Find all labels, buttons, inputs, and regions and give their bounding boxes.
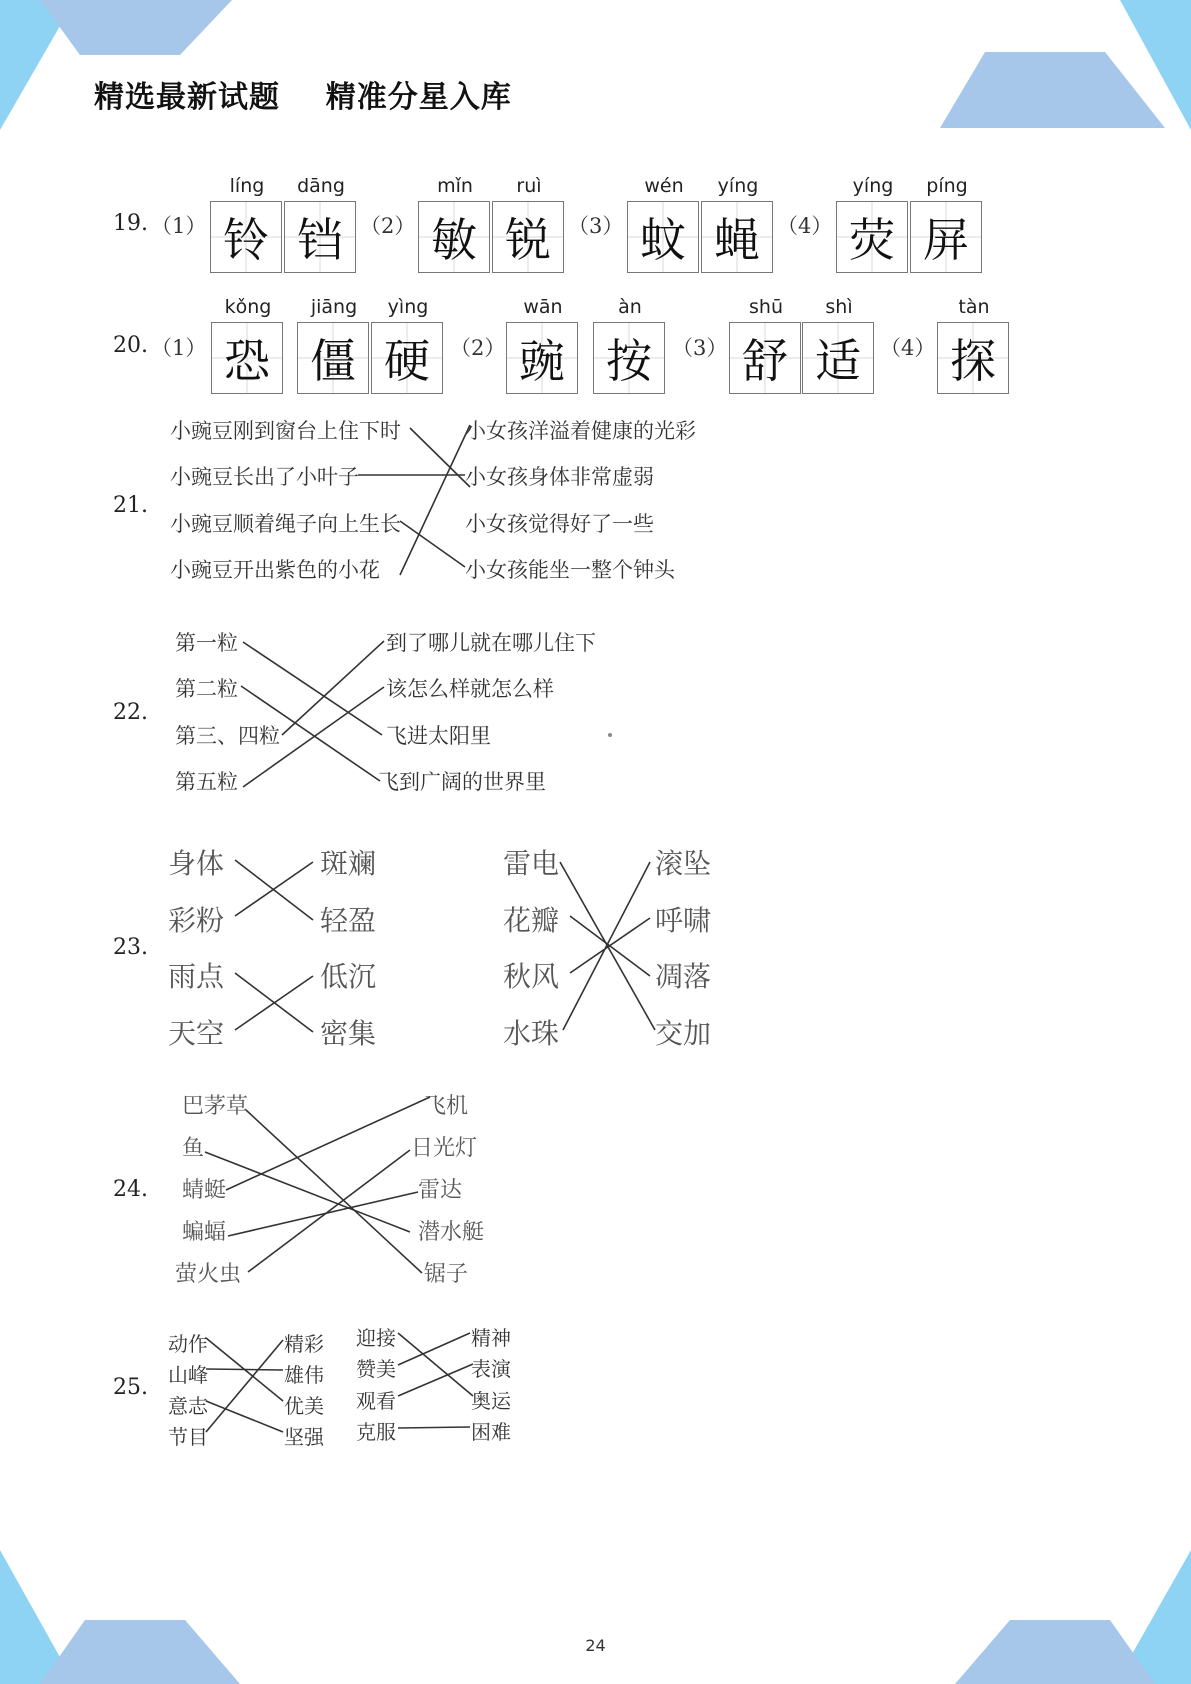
q19-char-box <box>627 201 699 273</box>
q19-pinyin: yíng <box>852 175 894 197</box>
q21-right-item: 小女孩能坐一整个钟头 <box>465 558 675 582</box>
q19-part-4-label: （4） <box>777 214 833 238</box>
q24-connector-line <box>205 1152 410 1232</box>
q21-left-item: 小豌豆刚到窗台上住下时 <box>170 419 401 443</box>
q19-pinyin: líng <box>229 175 265 197</box>
q21-connector-line <box>410 428 470 487</box>
q25-connector-line <box>206 1340 283 1432</box>
q24-right-item: 锯子 <box>424 1262 469 1287</box>
q19-char-box <box>210 201 282 273</box>
question-number-20: 20. <box>113 333 148 358</box>
q23-a-right-item: 轻盈 <box>320 904 377 937</box>
q19-char: 蝇 <box>714 213 760 267</box>
q25-connector-line <box>206 1369 283 1370</box>
q21-left-item: 小豌豆长出了小叶子 <box>170 465 359 489</box>
q24-connector-line <box>228 1192 418 1236</box>
q25-connector-line <box>206 1338 283 1401</box>
q23-connector-line <box>235 973 313 1032</box>
q23-b-left-item: 水珠 <box>503 1017 560 1050</box>
q23-b-left-item: 花瓣 <box>503 904 560 937</box>
q25-a-left-item: 山峰 <box>168 1363 208 1387</box>
q19-pinyin: dāng <box>297 175 345 197</box>
q25-connector-line <box>206 1401 283 1432</box>
q20-part-4-label: （4） <box>880 336 936 360</box>
q19-pinyin: ruì <box>516 175 542 197</box>
q20-pinyin: kǒng <box>224 296 272 318</box>
q20-part-2-label: （2） <box>450 336 506 360</box>
q20-char: 恐 <box>224 334 270 388</box>
stray-dot <box>608 733 612 737</box>
q25-a-right-item: 优美 <box>284 1394 324 1418</box>
q19-char: 锐 <box>505 213 551 267</box>
q23-b-right-item: 呼啸 <box>655 904 712 937</box>
q19-char: 蚊 <box>640 213 686 267</box>
q19-part-2-label: （2） <box>360 214 416 238</box>
q23-connector-line <box>560 862 655 1030</box>
q23-connector-line <box>570 918 650 973</box>
q19-char-box <box>492 201 564 273</box>
q23-connector-line <box>235 976 313 1030</box>
q19-pinyin: mǐn <box>437 175 473 197</box>
q25-a-right-item: 精彩 <box>284 1332 324 1356</box>
q24-right-item: 潜水艇 <box>418 1220 485 1245</box>
q23-connector-line <box>235 860 313 920</box>
q25-connector-line <box>398 1333 470 1365</box>
q24-right-item: 日光灯 <box>411 1136 478 1161</box>
q20-char: 硬 <box>384 334 430 388</box>
q20-part-3-label: （3） <box>672 336 728 360</box>
q20-part-1-label: （1） <box>151 336 207 360</box>
q20-pinyin: yìng <box>387 296 429 318</box>
q25-b-left-item: 迎接 <box>356 1326 396 1350</box>
question-number-24: 24. <box>113 1177 148 1202</box>
q23-b-right-item: 滚坠 <box>655 847 712 880</box>
q19-char: 敏 <box>431 213 477 267</box>
q24-left-item: 巴茅草 <box>182 1094 249 1119</box>
q21-right-item: 小女孩洋溢着健康的光彩 <box>465 419 696 443</box>
q19-char-box <box>836 201 908 273</box>
q20-char-box <box>593 322 665 394</box>
q24-left-item: 萤火虫 <box>175 1262 242 1287</box>
q23-connector-line <box>570 916 650 976</box>
q20-char-box <box>506 322 578 394</box>
q22-right-item: 到了哪儿就在哪儿住下 <box>386 631 596 655</box>
q25-b-right-item: 表演 <box>471 1357 511 1381</box>
q20-char: 按 <box>606 334 652 388</box>
q20-char-box <box>802 322 874 394</box>
page-header-title: 精选最新试题 精准分星入库 <box>94 80 512 115</box>
question-number-23: 23. <box>113 935 148 960</box>
q23-a-right-item: 斑斓 <box>320 847 377 880</box>
q19-pinyin: wén <box>644 175 684 197</box>
q23-a-right-item: 密集 <box>320 1017 377 1050</box>
q23-a-left-item: 雨点 <box>168 960 225 993</box>
q22-left-item: 第二粒 <box>175 677 238 701</box>
q19-char: 铃 <box>223 213 269 267</box>
q22-connector-line <box>282 641 384 735</box>
q25-connector-line <box>398 1364 473 1396</box>
q23-a-right-item: 低沉 <box>320 960 377 993</box>
q19-char: 荧 <box>849 213 895 267</box>
q25-b-right-item: 精神 <box>471 1326 511 1350</box>
q25-a-left-item: 节目 <box>168 1425 208 1449</box>
q19-part-3-label: （3） <box>568 214 624 238</box>
q19-char-box <box>701 201 773 273</box>
question-number-22: 22. <box>113 700 148 725</box>
q19-char: 铛 <box>297 213 343 267</box>
q21-left-item: 小豌豆顺着绳子向上生长 <box>170 512 401 536</box>
q20-char: 探 <box>950 334 996 388</box>
q20-char: 僵 <box>310 334 356 388</box>
q25-a-left-item: 意志 <box>168 1394 208 1418</box>
q21-right-item: 小女孩觉得好了一些 <box>465 512 654 536</box>
q22-right-item: 飞到广阔的世界里 <box>378 770 546 794</box>
q20-pinyin: àn <box>618 296 642 318</box>
q20-char-box <box>729 322 801 394</box>
q23-a-left-item: 天空 <box>168 1017 225 1050</box>
q25-a-right-item: 坚强 <box>284 1425 324 1449</box>
q21-connector-line <box>400 425 470 575</box>
q19-char-box <box>418 201 490 273</box>
q24-connector-line <box>248 1150 410 1272</box>
q19-part-1-label: （1） <box>151 214 207 238</box>
q20-char-box <box>371 322 443 394</box>
page-number: 24 <box>585 1636 606 1655</box>
q24-right-item: 雷达 <box>418 1178 463 1203</box>
q19-char-box <box>284 201 356 273</box>
q24-left-item: 蜻蜓 <box>182 1178 227 1203</box>
q21-connector-line <box>400 521 465 567</box>
question-number-25: 25. <box>113 1375 148 1400</box>
q20-char-box <box>211 322 283 394</box>
q23-b-right-item: 凋落 <box>655 960 712 993</box>
q19-pinyin: yíng <box>717 175 759 197</box>
q20-char: 舒 <box>742 334 788 388</box>
q23-a-left-item: 彩粉 <box>168 904 225 937</box>
q20-pinyin: shì <box>825 296 853 318</box>
q19-char: 屏 <box>923 213 969 267</box>
q20-pinyin: jiāng <box>310 296 358 318</box>
q20-char: 适 <box>815 334 861 388</box>
q19-pinyin: píng <box>926 175 968 197</box>
q23-connector-line <box>563 862 650 1030</box>
q22-right-item: 飞进太阳里 <box>386 724 491 748</box>
q21-right-item: 小女孩身体非常虚弱 <box>465 465 654 489</box>
q25-b-left-item: 赞美 <box>356 1357 396 1381</box>
q25-b-left-item: 克服 <box>356 1420 396 1444</box>
q23-b-left-item: 秋风 <box>503 960 560 993</box>
q25-b-left-item: 观看 <box>356 1389 396 1413</box>
q25-b-right-item: 困难 <box>471 1420 511 1444</box>
q21-left-item: 小豌豆开出紫色的小花 <box>170 558 380 582</box>
q23-a-left-item: 身体 <box>168 847 225 880</box>
q20-pinyin: wān <box>523 296 563 318</box>
q24-left-item: 蝙蝠 <box>182 1220 227 1245</box>
q23-b-left-item: 雷电 <box>503 847 560 880</box>
q22-left-item: 第五粒 <box>175 770 238 794</box>
q24-connector-line <box>246 1110 422 1273</box>
q23-connector-line <box>235 862 313 916</box>
q19-char-box <box>910 201 982 273</box>
q23-b-right-item: 交加 <box>655 1017 712 1050</box>
q25-connector-line <box>398 1333 473 1396</box>
q24-right-item: 飞机 <box>424 1094 469 1119</box>
question-number-21: 21. <box>113 493 148 518</box>
q24-left-item: 鱼 <box>182 1136 205 1161</box>
q20-pinyin: tàn <box>958 296 990 318</box>
q25-a-right-item: 雄伟 <box>284 1363 324 1387</box>
q20-char-box <box>937 322 1009 394</box>
q25-connector-line <box>398 1427 470 1428</box>
question-number-19: 19. <box>113 211 148 236</box>
q22-left-item: 第三、四粒 <box>175 724 280 748</box>
q24-connector-line <box>226 1097 430 1190</box>
q22-left-item: 第一粒 <box>175 631 238 655</box>
q22-right-item: 该怎么样就怎么样 <box>386 677 554 701</box>
q20-char: 豌 <box>519 334 565 388</box>
q20-pinyin: shū <box>749 296 783 318</box>
q25-a-left-item: 动作 <box>168 1332 208 1356</box>
q20-char-box <box>297 322 369 394</box>
q25-b-right-item: 奥运 <box>471 1389 511 1413</box>
